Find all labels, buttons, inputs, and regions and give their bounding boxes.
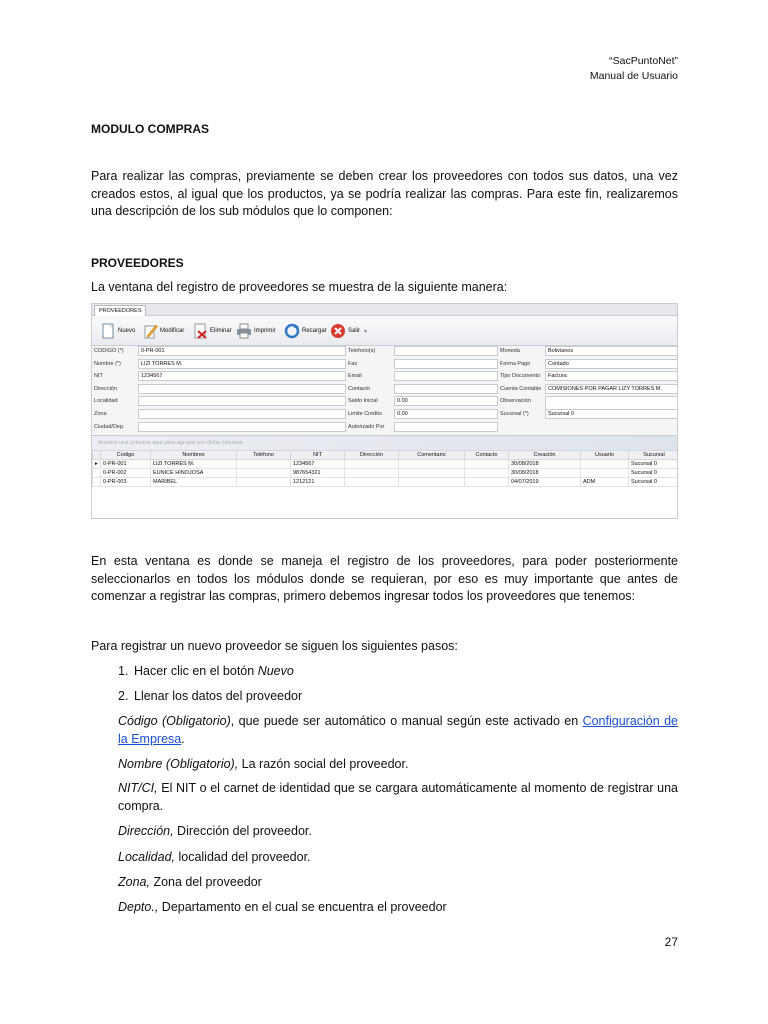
definition-nit: NIT/CI, El NIT o el carnet de identidad que se cargara automáticamente al momento de registrar una compra. [118,781,678,813]
table-column-header[interactable]: Dirección [345,451,399,460]
exit-icon [330,323,346,339]
table-column-header[interactable]: Comentario [399,451,465,460]
field-input[interactable]: LIZI TORRES M. [138,359,346,369]
table-cell [399,478,465,487]
proveedores-grid [92,435,678,519]
paragraph-intro: Para realizar las compras, previamente se deben crear los proveedores con todos sus datos, una vez creados estos, al igual que los productos, ya se podría realizar las compras. Para este fin, realizaremos una descripción de los sub módulos que lo componen: [91,169,678,218]
table-column-header[interactable]: Sucursal [629,451,679,460]
table-cell: 1212121 [291,478,345,487]
pencil-icon [142,323,158,339]
field-label: Localidad [94,398,118,405]
field-input[interactable] [138,422,346,432]
field-input[interactable] [394,384,498,394]
salir-button[interactable]: Salir [330,322,360,340]
field-label: Dirección [94,385,117,392]
field-input[interactable]: Factura [545,371,678,381]
field-input[interactable]: 0.00 [394,409,498,419]
table-cell: Sucursal 0 [629,478,679,487]
eliminar-button[interactable]: Eliminar [192,322,232,340]
refresh-icon [284,323,300,339]
row-indicator: ▸ [93,460,101,469]
field-label: Email [348,373,362,380]
step-item-2: 2. Llenar los datos del proveedor [118,689,303,703]
field-label: Limite Credito [348,411,382,417]
header-manual-title: Manual de Usuario [589,70,678,82]
field-input[interactable]: 0-PR-001 [138,346,346,356]
table-cell: EUNICE HINOJOSA [151,469,237,478]
field-input[interactable]: Sucursal 0 [545,409,678,419]
new-document-icon [100,323,116,339]
table-cell [581,460,629,469]
field-label: Telefono(s) [348,348,376,354]
table-cell: 0-PR-001 [101,460,151,469]
header-app-name: “SacPuntoNet” [609,55,678,67]
field-label: NIT [94,373,103,380]
table-column-header[interactable]: Nombres [151,451,237,460]
nuevo-button[interactable]: Nuevo [100,322,135,340]
configuracion-empresa-link[interactable]: Configuración de la Empresa [118,714,678,746]
table-cell: 30/08/2018 [509,469,581,478]
field-label: Cuenta Contable [500,385,542,392]
table-cell [465,478,509,487]
field-input[interactable]: COMISIONES POR PAGAR LIZY TORRES M. [545,384,678,394]
field-input[interactable] [394,346,498,356]
field-input[interactable]: Contado [545,359,678,369]
field-input[interactable]: 0.00 [394,396,498,406]
table-cell [581,469,629,478]
table-cell [399,469,465,478]
table-cell: Sucursal 0 [629,469,679,478]
row-indicator [93,478,101,487]
step-item-1: 1. Hacer clic en el botón Nuevo [118,664,294,678]
section-title-proveedores: PROVEEDORES [91,256,184,270]
table-cell [465,469,509,478]
toolbar-dropdown[interactable] [364,322,367,340]
table-cell [399,460,465,469]
table-cell: 04/07/2019 [509,478,581,487]
group-by-hint: Arrastre una columna aquí para agrupar por dicha columna [92,436,678,450]
table-header-row [93,451,679,460]
field-label: Saldo Inicial [348,398,378,405]
definition-localidad: Localidad, localidad del proveedor. [118,850,311,864]
table-cell [465,460,509,469]
field-label: Moneda [500,348,520,354]
definition-zona: Zona, Zona del proveedor [118,875,262,889]
table-column-header[interactable]: Usuario [581,451,629,460]
table-cell [345,469,399,478]
table-row[interactable] [93,460,679,469]
field-label: Fax [348,360,358,367]
field-label: CODIGO (*) [94,348,124,354]
tab-proveedores[interactable]: PROVEEDORES [94,305,146,316]
field-label: Ciudad/Dep. [94,423,125,430]
table-row[interactable] [93,469,679,478]
table-cell: 30/08/2018 [509,460,581,469]
field-label: Observación [500,398,531,405]
window-toolbar [92,316,677,346]
table-row[interactable] [93,478,679,487]
table-cell: LIZI TORRES M. [151,460,237,469]
definition-depto: Depto., Departamento en el cual se encuentra el proveedor [118,900,447,914]
section-title-compras: MODULO COMPRAS [91,122,209,136]
delete-icon [192,323,208,339]
field-input[interactable] [138,384,346,394]
table-column-header[interactable]: NIT [291,451,345,460]
table-cell [345,460,399,469]
table-cell [237,478,291,487]
table-column-header[interactable]: Creación [509,451,581,460]
page-number: 27 [664,935,678,949]
definition-codigo: Código (Obligatorio), que puede ser automático o manual según este activado en Configuración de la Empresa. [118,714,678,746]
table-cell [345,478,399,487]
table-cell: ADM [581,478,629,487]
table-cell: 0-PR-002 [101,469,151,478]
field-label: Sucursal (*) [500,411,529,417]
field-input[interactable] [138,396,346,406]
table-cell: MARIBEL [151,478,237,487]
field-label: Autorizado Por [348,423,385,430]
field-input[interactable] [394,359,498,369]
definition-nombre: Nombre (Obligatorio), La razón social del proveedor. [118,757,409,771]
table-cell [237,460,291,469]
row-indicator [93,469,101,478]
definition-direccion: Dirección, Dirección del proveedor. [118,824,312,838]
table-column-header[interactable]: Codigo [101,451,151,460]
proveedores-table [92,450,678,487]
recargar-button[interactable]: Recargar [284,322,327,340]
modificar-button[interactable]: Modificar [142,322,184,340]
field-input[interactable]: Bolivianos [545,346,678,356]
paragraph-ventana-intro: La ventana del registro de proveedores se muestra de la siguiente manera: [91,280,508,294]
table-cell: 0-PR-003 [101,478,151,487]
field-label: Tipo Documento [500,373,541,380]
field-input[interactable]: 1234567 [138,371,346,381]
paragraph-ventana-desc: En esta ventana es donde se maneja el registro de los proveedores, para poder posteriormente seleccionarlos en todos los módulos donde se requieran, por eso es muy importante que antes de comenzar a registrar las compras, primero debemos ingresar todos los proveedores que tenemos: [91,554,678,603]
table-cell: 1234567 [291,460,345,469]
table-column-header[interactable]: Contacto [465,451,509,460]
field-input[interactable] [138,409,346,419]
field-label: Forma Pago [500,360,531,367]
printer-icon [236,323,252,339]
field-label: Nombre (*) [94,360,121,367]
paragraph-pasos-intro: Para registrar un nuevo proveedor se siguen los siguientes pasos: [91,639,458,653]
proveedores-window-screenshot [91,303,678,519]
field-label: Contacto [348,385,371,392]
field-input[interactable] [394,422,498,432]
window-tab-bar [92,304,677,316]
table-cell: Sucursal 0 [629,460,679,469]
chevron-down-icon: ▾ [364,328,368,335]
field-input[interactable] [394,371,498,381]
table-cell: 987654321 [291,469,345,478]
field-label: Zona [94,411,107,417]
imprimir-button[interactable]: Imprimir [236,322,276,340]
table-column-header[interactable]: Teléfono [237,451,291,460]
table-cell [237,469,291,478]
